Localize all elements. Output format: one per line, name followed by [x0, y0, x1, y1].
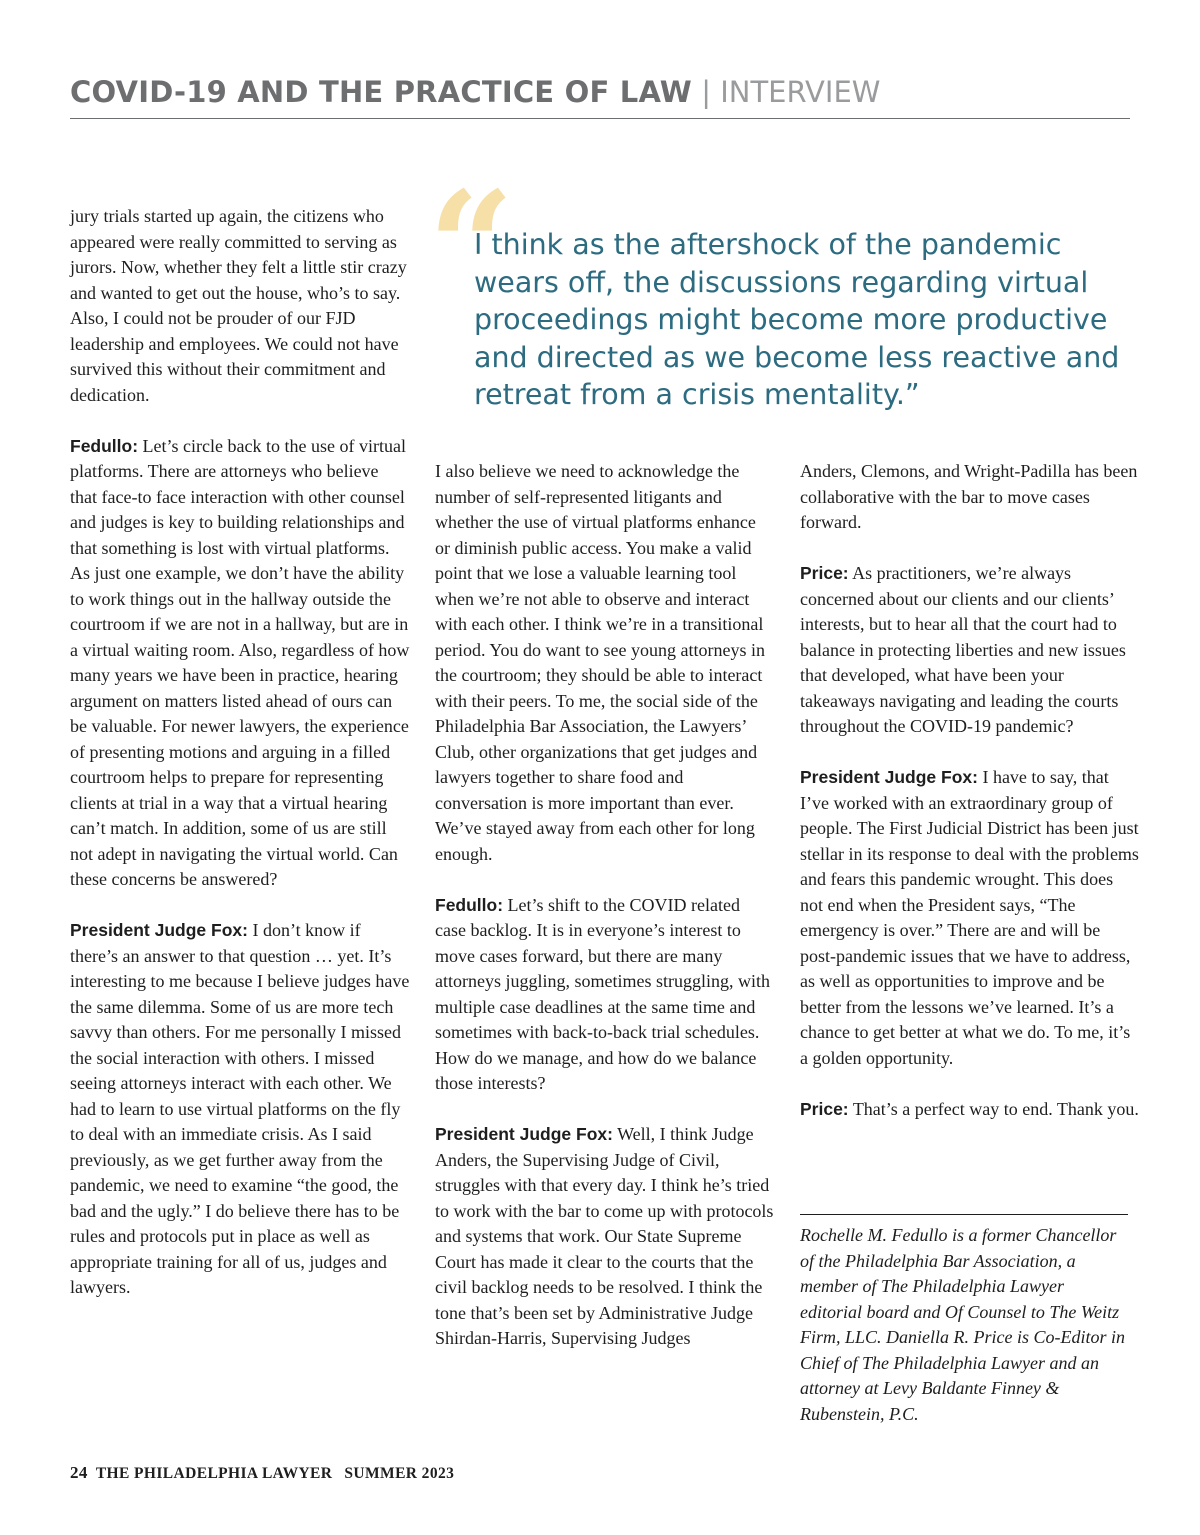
paragraph [800, 1097, 1140, 1123]
speaker-label: President Judge Fox: [435, 1124, 613, 1144]
speaker-label: Fedullo: [70, 435, 139, 456]
header-separator: | [701, 75, 711, 109]
paragraph-text: Let’s circle back to the use of virtual platforms. There are attorneys who believe that face-to face interaction with other counsel and judges is key to building relationships and that something is lost with virtual platforms. As just one example, we don’t have the ability to work things out in the hallway outside the courtroom if we are not in a hallway, but are in a virtual waiting room. Also, regardless of how many years we have been in practice, hearing argument on matters listed ahead of ours can be valuable. For newer lawyers, the experience of presenting motions and arguing in a filled courtroom helps to prepare for representing clients at trial in a way that a virtual hearing can’t match. In addition, some of us are still not adept in navigating the virtual world. Can these concerns be answered? [70, 435, 410, 889]
paragraph-text: Let’s shift to the COVID related case backlog. It is in everyone’s interest to move cases forward, but there are many attorneys juggling, sometimes struggling, with multiple case deadlines at the same time and sometimes with back-to-back trial schedules. How do we manage, and how do we balance those interests? [435, 894, 770, 1093]
speaker-label: President Judge Fox: [70, 920, 248, 940]
paragraph [70, 918, 410, 1301]
paragraph: jury trials started up again, the citizens who appeared were really committed to serving as jurors. Now, whether they felt a little stir crazy and wanted to get out the house, who’s to say. Also, I could not be prouder of our FJD leadership and employees. We could not have survived this without their commitment and dedication. [70, 206, 407, 405]
paragraph-text: Well, I think Judge Anders, the Supervising Judge of Civil, struggles with that every day. I think he’s tried to work with the bar to come up with protocols and systems that work. Our State Supreme Court has made it clear to the courts that the civil backlog needs to be resolved. I think the tone that’s been set by Administrative Judge Shirdan-Harris, Supervising Judges [435, 1124, 774, 1348]
speaker-label: Price: [800, 563, 849, 583]
quote-mark-icon: “ [428, 159, 515, 335]
header-rule [70, 118, 1130, 119]
publication-name: THE PHILADELPHIA LAWYER [95, 1465, 333, 1482]
paragraph [800, 561, 1140, 740]
paragraph: Anders, Clemons, and Wright-Padilla has been collaborative with the bar to move cases forward. [800, 461, 1138, 532]
paragraph [435, 1122, 775, 1352]
section-type: INTERVIEW [720, 75, 881, 109]
paragraph-text: As practitioners, we’re always concerned about our clients and our clients’ interests, but to hear all that the court had to balance in protecting liberties and new issues that developed, what have been your takeaways navigating and leading the courts throughout the COVID-19 pandemic? [800, 563, 1126, 736]
speaker-label: Price: [800, 1098, 849, 1119]
paragraph-text: I don’t know if there’s an answer to that question … yet. It’s interesting to me because I believe judges have the same dilemma. Some of us are more tech savvy than others. For me personally I missed the social interaction with others. I missed seeing attorneys interact with each other. We had to learn to use virtual platforms on the fly to deal with an immediate crisis. As I said previously, as we get further away from the pandemic, we need to examine “the good, the bad and the ugly.” I do believe there has to be rules and protocols put in place as well as appropriate training for all of us, judges and lawyers. [70, 920, 410, 1297]
article-column-3 [800, 459, 1140, 1122]
paragraph [435, 893, 775, 1097]
section-title: COVID-19 AND THE PRACTICE OF LAW [70, 75, 692, 109]
pull-quote: I think as the aftershock of the pandemic wears off, the discussions regarding virtual proceedings might become more productive and directed as we become less reactive and retreat from a crisis mentality.” [474, 228, 1120, 411]
bio-divider [800, 1214, 1128, 1215]
issue-date: SUMMER 2023 [344, 1465, 455, 1482]
paragraph [70, 434, 410, 893]
speaker-label: President Judge Fox: [800, 767, 978, 787]
paragraph: I also believe we need to acknowledge the number of self-represented litigants and whether the use of virtual platforms enhance or diminish public access. You make a valid point that we lose a valuable learning tool when we’re not able to observe and interact with each other. I think we’re in a transitional period. You do want to see young attorneys in the courtroom; they should be able to interact with their peers. To me, the social side of the Philadelphia Bar Association, the Lawyers’ Club, other organizations that get judges and lawyers together to share food and conversation is more important than ever. We’ve stayed away from each other for long enough. [435, 461, 765, 864]
article-column-1 [70, 204, 410, 1301]
paragraph-text: That’s a perfect way to end. Thank you. [848, 1098, 1139, 1119]
page-footer [70, 1463, 454, 1483]
author-bio: Rochelle M. Fedullo is a former Chancellor of the Philadelphia Bar Association, a member of The Philadelphia Lawyer editorial board and Of Counsel to The Weitz Firm, LLC. Daniella R. Price is Co-Editor in Chief of The Philadelphia Lawyer and an attorney at Levy Baldante Finney & Rubenstein, P.C. [800, 1225, 1126, 1424]
article-column-2 [435, 459, 775, 1352]
paragraph-text: I have to say, that I’ve worked with an extraordinary group of people. The First Judicial District has been just stellar in its response to deal with the problems and fears this pandemic wrought. This does not end when the President says, “The emergency is over.” There are and will be post-pandemic issues that we have to address, as well as opportunities to improve and be better from the lessons we’ve learned. It’s a chance to get better at what we do. To me, it’s a golden opportunity. [800, 767, 1139, 1068]
speaker-label: Fedullo: [435, 894, 504, 915]
page-number: 24 [70, 1463, 88, 1482]
paragraph [800, 765, 1140, 1071]
section-header [70, 72, 1130, 112]
